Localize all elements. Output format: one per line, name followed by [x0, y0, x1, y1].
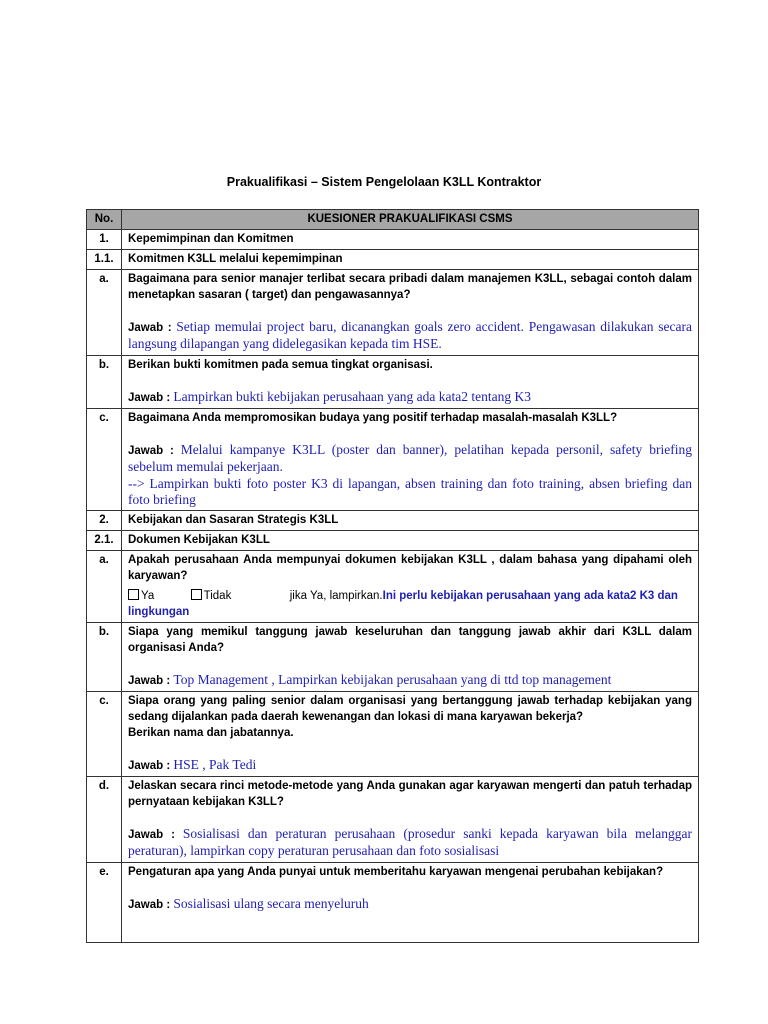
question-row: [87, 777, 699, 863]
row-number: 2.1.: [87, 531, 122, 551]
question-text: Siapa yang memikul tanggung jawab keseluruhan dan tanggung jawab akhir dari K3LL dalam organisasi Anda?: [128, 626, 692, 654]
question-cell: [122, 270, 699, 356]
question-text: Apakah perusahaan Anda mempunyai dokumen kebijakan K3LL , dalam bahasa yang dipahami oleh karyawan?: [128, 554, 692, 582]
row-number: 1.: [87, 230, 122, 250]
answer: [128, 672, 692, 689]
answer-text: Lampirkan bukti kebijakan perusahaan yang ada kata2 tentang K3: [173, 389, 532, 404]
answer: [128, 826, 692, 860]
question-row: [87, 356, 699, 409]
section-row: [87, 230, 699, 250]
answer: [128, 319, 692, 353]
answer-label: Jawab :: [128, 445, 174, 457]
header-kuesioner: KUESIONER PRAKUALIFIKASI CSMS: [122, 210, 699, 230]
answer-text: Melalui kampanye K3LL (poster dan banner), pelatihan kepada personil, safety briefing sebelum memulai pekerjaan.: [128, 442, 692, 474]
subsection-row: [87, 250, 699, 270]
table-header-row: [87, 210, 699, 230]
answer-label: Jawab :: [128, 829, 175, 841]
question-cell: [122, 551, 699, 623]
question-text-2: Berikan nama dan jabatannya.: [128, 727, 294, 739]
questionnaire-table: [86, 209, 699, 943]
answer: [128, 389, 692, 406]
question-row: [87, 863, 699, 943]
row-number: e.: [87, 863, 122, 943]
question-text: Pengaturan apa yang Anda punyai untuk memberitahu karyawan mengenai perubahan kebijakan?: [128, 866, 664, 878]
options-line: [128, 588, 692, 620]
answer-attachment-note: --> Lampirkan bukti foto poster K3 di lapangan, absen training dan foto training, absen briefing dan foto briefing: [128, 476, 692, 507]
answer-text: Sosialisasi ulang secara menyeluruh: [173, 896, 369, 911]
row-number: 2.: [87, 511, 122, 531]
row-number: c.: [87, 409, 122, 511]
question-row: [87, 409, 699, 511]
row-number: d.: [87, 777, 122, 863]
option-tidak-label: Tidak: [203, 590, 232, 602]
question-text: Bagaimana para senior manajer terlibat secara pribadi dalam manajemen K3LL, sebagai contoh dalam menetapkan sasaran ( target) dan pengawasannya?: [128, 273, 692, 301]
page-title: Prakualifikasi – Sistem Pengelolaan K3LL Kontraktor: [226, 175, 542, 189]
question-row: [87, 551, 699, 623]
question-row: [87, 692, 699, 777]
answer-label: Jawab :: [128, 322, 172, 334]
question-cell: [122, 777, 699, 863]
question-cell: [122, 409, 699, 511]
question-row: [87, 270, 699, 356]
answer: [128, 442, 692, 476]
answer: [128, 757, 692, 774]
subsection-row: [87, 531, 699, 551]
row-number: a.: [87, 551, 122, 623]
row-number: b.: [87, 356, 122, 409]
question-text: Bagaimana Anda mempromosikan budaya yang positif terhadap masalah-masalah K3LL?: [128, 412, 618, 424]
answer-text: Ini perlu kebijakan perusahaan yang ada kata2 K3 dan lingkungan: [128, 590, 678, 618]
question-text: Jelaskan secara rinci metode-metode yang Anda gunakan agar karyawan mengerti dan patuh terhadap pernyataan kebijakan K3LL?: [128, 780, 692, 808]
row-number: c.: [87, 692, 122, 777]
row-number: b.: [87, 623, 122, 692]
answer-text: Sosialisasi dan peraturan perusahaan (prosedur sanki kepada karyawan bila melanggar peraturan), lampirkan copy peraturan perusahaan dan foto sosialisasi: [128, 826, 692, 858]
option-ya-label: Ya: [141, 590, 155, 602]
checkbox-ya[interactable]: [128, 589, 139, 600]
section-row: [87, 511, 699, 531]
answer-text: Top Management , Lampirkan kebijakan perusahaan yang di ttd top management: [173, 672, 612, 687]
question-cell: [122, 623, 699, 692]
question-text: Berikan bukti komitmen pada semua tingkat organisasi.: [128, 359, 433, 371]
subsection-title: Komitmen K3LL melalui kepemimpinan: [122, 250, 699, 270]
answer-label: Jawab :: [128, 899, 171, 911]
header-no: No.: [87, 210, 122, 230]
answer-label: Jawab :: [128, 392, 171, 404]
answer-label: Jawab :: [128, 675, 171, 687]
answer: [128, 896, 692, 913]
question-cell: [122, 863, 699, 943]
section-title: Kebijakan dan Sasaran Strategis K3LL: [122, 511, 699, 531]
question-cell: [122, 692, 699, 777]
option-note: jika Ya, lampirkan.: [289, 590, 383, 602]
question-text: Siapa orang yang paling senior dalam organisasi yang bertanggung jawab terhadap kebijakan yang sedang dijalankan pada daerah kewenangan dan lokasi di mana karyawan bekerja?: [128, 695, 692, 723]
answer-label: Jawab :: [128, 760, 171, 772]
checkbox-tidak[interactable]: [191, 589, 202, 600]
subsection-title: Dokumen Kebijakan K3LL: [122, 531, 699, 551]
section-title: Kepemimpinan dan Komitmen: [122, 230, 699, 250]
question-cell: [122, 356, 699, 409]
answer-text: HSE , Pak Tedi: [173, 757, 257, 772]
row-number: a.: [87, 270, 122, 356]
question-row: [87, 623, 699, 692]
row-number: 1.1.: [87, 250, 122, 270]
answer-text: Setiap memulai project baru, dicanangkan goals zero accident. Pengawasan dilakukan secara langsung dilapangan yang didelegasikan kepada tim HSE.: [128, 319, 692, 351]
